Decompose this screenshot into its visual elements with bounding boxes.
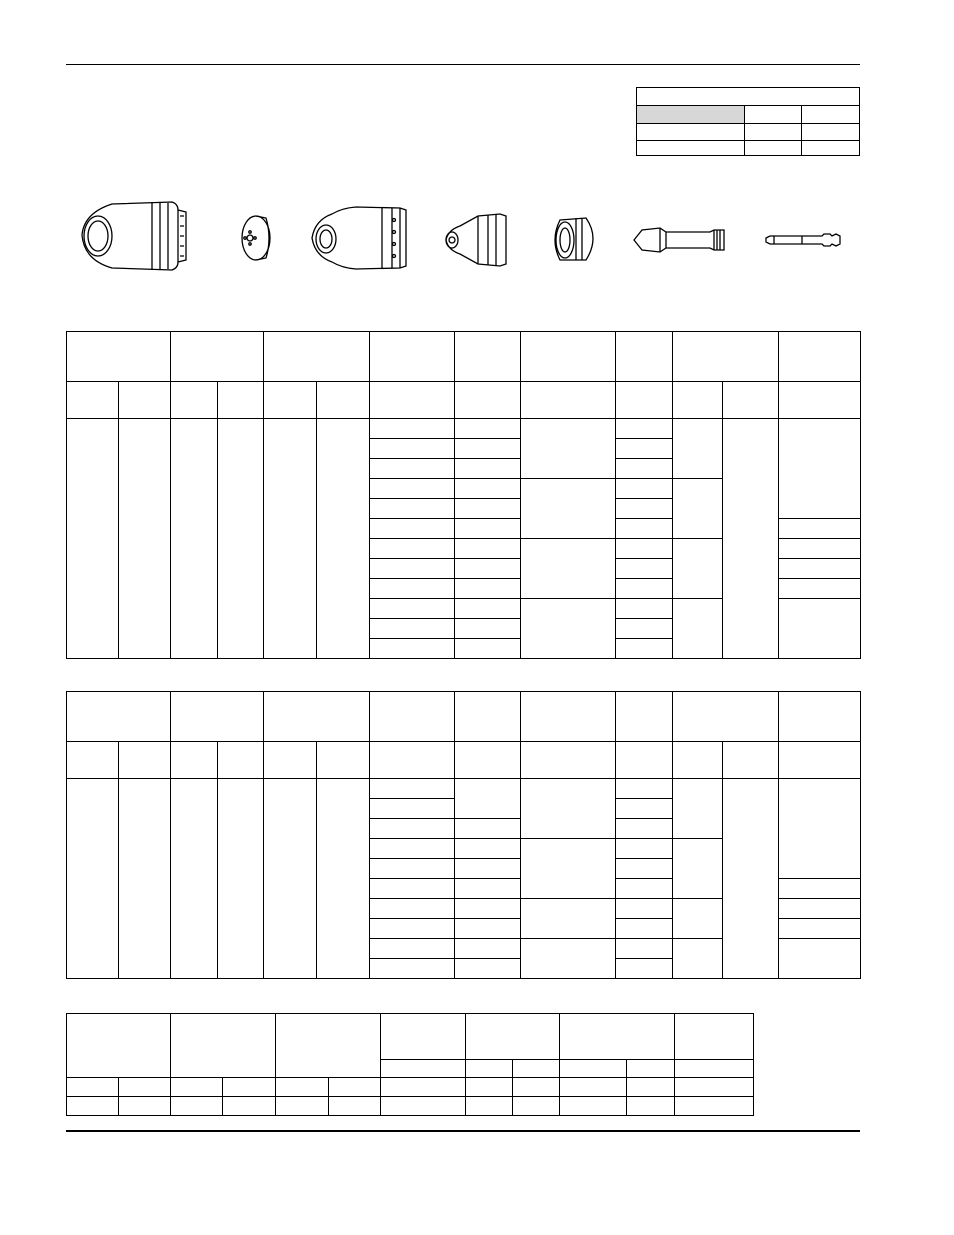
- table-cell: [673, 899, 723, 939]
- table-cell: [370, 919, 455, 939]
- table-cell: [745, 141, 802, 156]
- table-cell: [370, 859, 455, 879]
- footer-rule: [66, 1130, 860, 1132]
- table-cell: [370, 899, 455, 919]
- table-cell: [513, 1078, 560, 1097]
- table-cell: [455, 859, 521, 879]
- table-cell: [723, 742, 779, 779]
- table-cell: [67, 692, 171, 742]
- table-cell: [627, 1097, 675, 1116]
- table-cell: [264, 692, 370, 742]
- table-cell: [513, 1097, 560, 1116]
- table-cell: [119, 742, 171, 779]
- consumables-table-3: [66, 1013, 754, 1116]
- table-cell: [171, 419, 218, 659]
- table-cell: [455, 619, 521, 639]
- table-cell: [466, 1060, 513, 1078]
- table-cell: [802, 124, 860, 141]
- table-cell: [779, 919, 861, 939]
- table-cell: [466, 1078, 513, 1097]
- table-cell: [521, 899, 616, 939]
- table-cell: [455, 599, 521, 619]
- table-cell: [171, 1097, 223, 1116]
- table-cell: [455, 899, 521, 919]
- table-cell: [560, 1097, 627, 1116]
- legend-table: [636, 87, 860, 156]
- table-cell: [370, 619, 455, 639]
- table-cell: [381, 1097, 466, 1116]
- table-cell: [616, 879, 673, 899]
- table-cell: [119, 1097, 171, 1116]
- table-cell: [673, 742, 723, 779]
- table-cell: [370, 779, 455, 799]
- table-cell: [223, 1078, 276, 1097]
- table-cell: [616, 899, 673, 919]
- table-cell: [779, 559, 861, 579]
- table-cell: [616, 332, 673, 382]
- table-cell: [779, 742, 861, 779]
- table-cell: [802, 141, 860, 156]
- table-cell: [455, 419, 521, 439]
- table-cell: [455, 479, 521, 499]
- table-cell: [779, 599, 861, 659]
- table-cell: [675, 1078, 754, 1097]
- swirl-ring-drawing: [555, 218, 593, 260]
- shield-drawing: [82, 202, 186, 270]
- table-cell: [455, 939, 521, 959]
- table-cell: [723, 419, 779, 659]
- table-cell: [67, 332, 171, 382]
- table-cell: [616, 959, 673, 979]
- table-cell: [67, 419, 119, 659]
- table-cell: [218, 382, 264, 419]
- table-cell: [381, 1014, 466, 1060]
- electrode-drawing: [634, 228, 724, 252]
- table-cell: [370, 332, 455, 382]
- table-cell: [171, 382, 218, 419]
- table-cell: [616, 419, 673, 439]
- table-cell: [381, 1060, 466, 1078]
- table-cell: [779, 519, 861, 539]
- table-cell: [673, 839, 723, 899]
- table-cell: [616, 479, 673, 499]
- table-cell: [779, 382, 861, 419]
- table-cell: [370, 479, 455, 499]
- table-cell: [455, 559, 521, 579]
- table-cell: [171, 332, 264, 382]
- table-cell: [370, 519, 455, 539]
- table-cell: [616, 692, 673, 742]
- table-cell: [455, 332, 521, 382]
- table-cell: [370, 439, 455, 459]
- table-cell: [329, 1097, 381, 1116]
- table-cell: [381, 1078, 466, 1097]
- table-cell: [276, 1097, 329, 1116]
- table-cell: [171, 692, 264, 742]
- consumables-table-2: [66, 691, 861, 979]
- header-rule: [66, 64, 860, 65]
- table-cell: [276, 1014, 381, 1078]
- table-cell: [675, 1014, 754, 1060]
- table-cell: [779, 692, 861, 742]
- table-cell: [521, 779, 616, 839]
- table-cell: [370, 879, 455, 899]
- table-cell: [521, 382, 616, 419]
- table-cell: [455, 539, 521, 559]
- table-cell: [67, 1014, 171, 1078]
- table-cell: [673, 599, 723, 659]
- table-cell: [455, 879, 521, 899]
- shield-cap-drawing: [242, 216, 270, 260]
- table-cell: [455, 692, 521, 742]
- table-cell: [455, 819, 521, 839]
- table-cell: [616, 519, 673, 539]
- table-cell: [616, 579, 673, 599]
- table-cell: [673, 692, 779, 742]
- table-cell: [171, 1078, 223, 1097]
- table-cell: [370, 499, 455, 519]
- table-cell: [616, 742, 673, 779]
- table-cell: [171, 779, 218, 979]
- table-cell: [264, 742, 317, 779]
- table-cell: [171, 742, 218, 779]
- table-cell: [218, 779, 264, 979]
- table-cell: [616, 439, 673, 459]
- table-cell: [67, 1078, 119, 1097]
- table-cell: [119, 1078, 171, 1097]
- table-cell: [455, 579, 521, 599]
- table-cell: [264, 382, 317, 419]
- table-cell: [171, 1014, 276, 1078]
- table-cell: [673, 382, 723, 419]
- table-cell: [67, 1097, 119, 1116]
- table-cell: [627, 1078, 675, 1097]
- table-cell: [521, 839, 616, 899]
- table-cell: [317, 742, 370, 779]
- table-cell: [264, 332, 370, 382]
- table-cell: [455, 839, 521, 859]
- table-cell: [723, 779, 779, 979]
- table-cell: [616, 539, 673, 559]
- legend-title-cell: [637, 88, 860, 106]
- table-cell: [616, 639, 673, 659]
- table-cell: [637, 141, 745, 156]
- table-cell: [370, 419, 455, 439]
- table-cell: [616, 599, 673, 619]
- table-cell: [673, 479, 723, 539]
- table-cell: [616, 819, 673, 839]
- table-cell: [370, 819, 455, 839]
- table-cell: [67, 382, 119, 419]
- table-cell: [264, 419, 317, 659]
- table-cell: [560, 1014, 675, 1060]
- table-cell: [218, 419, 264, 659]
- table-cell: [673, 779, 723, 839]
- table-cell: [616, 459, 673, 479]
- table-cell: [466, 1097, 513, 1116]
- table-cell: [673, 539, 723, 599]
- water-tube-drawing: [766, 234, 840, 246]
- retaining-cap-drawing: [312, 207, 406, 269]
- table-cell: [616, 382, 673, 419]
- table-cell: [675, 1060, 754, 1078]
- table-cell: [616, 799, 673, 819]
- table-cell: [675, 1097, 754, 1116]
- table-cell: [317, 419, 370, 659]
- table-cell: [802, 106, 860, 124]
- table-cell: [779, 579, 861, 599]
- table-cell: [455, 519, 521, 539]
- table-cell: [745, 124, 802, 141]
- table-cell: [745, 106, 802, 124]
- table-cell: [779, 879, 861, 899]
- table-cell: [370, 742, 455, 779]
- table-cell: [370, 839, 455, 859]
- table-cell: [455, 779, 521, 819]
- table-cell: [455, 742, 521, 779]
- consumable-parts-illustration: [60, 180, 860, 290]
- table-cell: [560, 1078, 627, 1097]
- consumables-table-1: [66, 331, 861, 659]
- table-cell: [370, 559, 455, 579]
- table-cell: [455, 382, 521, 419]
- table-cell: [455, 639, 521, 659]
- table-cell: [616, 779, 673, 799]
- table-cell: [370, 799, 455, 819]
- table-cell: [218, 742, 264, 779]
- table-cell: [521, 742, 616, 779]
- table-cell: [521, 939, 616, 979]
- table-cell: [370, 692, 455, 742]
- table-cell: [329, 1078, 381, 1097]
- table-cell: [779, 779, 861, 879]
- table-cell: [317, 779, 370, 979]
- table-cell: [455, 439, 521, 459]
- table-cell: [779, 939, 861, 979]
- table-cell: [276, 1078, 329, 1097]
- table-cell: [673, 419, 723, 479]
- table-cell: [521, 692, 616, 742]
- table-cell: [521, 479, 616, 539]
- table-cell: [616, 559, 673, 579]
- table-cell: [317, 382, 370, 419]
- table-cell: [370, 639, 455, 659]
- table-cell: [521, 539, 616, 599]
- table-cell: [119, 382, 171, 419]
- table-cell: [455, 499, 521, 519]
- table-cell: [513, 1060, 560, 1078]
- table-cell: [370, 939, 455, 959]
- table-cell: [119, 419, 171, 659]
- table-cell: [67, 742, 119, 779]
- table-cell: [723, 382, 779, 419]
- table-cell: [521, 599, 616, 659]
- table-cell: [616, 619, 673, 639]
- table-cell: [616, 939, 673, 959]
- table-cell: [67, 779, 119, 979]
- table-cell: [616, 499, 673, 519]
- table-cell: [455, 919, 521, 939]
- table-cell: [370, 539, 455, 559]
- legend-shaded-cell: [637, 106, 745, 124]
- table-cell: [779, 419, 861, 519]
- table-cell: [119, 779, 171, 979]
- table-cell: [779, 899, 861, 919]
- table-cell: [521, 419, 616, 479]
- table-cell: [370, 599, 455, 619]
- table-cell: [616, 839, 673, 859]
- table-cell: [455, 959, 521, 979]
- table-cell: [521, 332, 616, 382]
- table-cell: [616, 919, 673, 939]
- table-cell: [264, 779, 317, 979]
- table-cell: [370, 382, 455, 419]
- table-cell: [637, 124, 745, 141]
- table-cell: [370, 459, 455, 479]
- table-cell: [627, 1060, 675, 1078]
- table-cell: [779, 332, 861, 382]
- nozzle-drawing: [446, 214, 506, 266]
- table-cell: [779, 539, 861, 559]
- table-cell: [560, 1060, 627, 1078]
- table-cell: [223, 1097, 276, 1116]
- table-cell: [466, 1014, 560, 1060]
- table-cell: [370, 959, 455, 979]
- table-cell: [673, 332, 779, 382]
- table-cell: [673, 939, 723, 979]
- table-cell: [455, 459, 521, 479]
- table-cell: [370, 579, 455, 599]
- table-cell: [616, 859, 673, 879]
